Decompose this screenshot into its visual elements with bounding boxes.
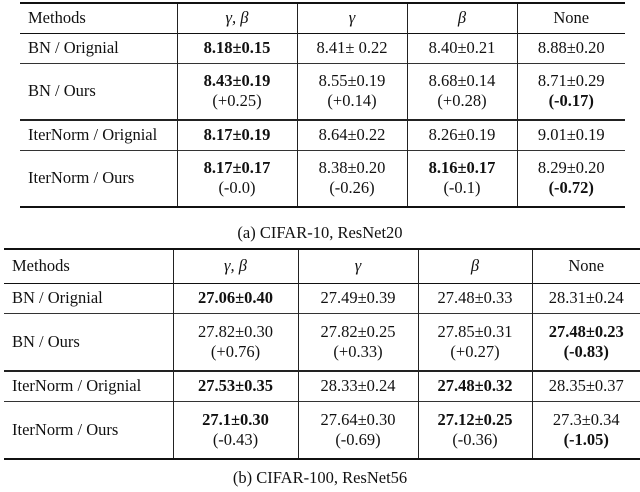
value-cell	[297, 120, 407, 150]
delta-text: (+0.27)	[450, 341, 500, 361]
value-text: 27.82±0.30	[197, 321, 274, 341]
value-text: 8.55±0.19	[318, 71, 386, 91]
value-cell	[298, 401, 418, 459]
column-header: β	[418, 249, 532, 283]
value-cell	[517, 120, 625, 150]
table-row	[4, 371, 640, 401]
value-cell	[517, 150, 625, 207]
results-table-cifar10	[20, 2, 625, 208]
value-text: 8.68±0.14	[428, 71, 496, 91]
method-cell: IterNorm / Orignial	[28, 125, 158, 145]
value-cell	[173, 283, 298, 313]
method-cell: IterNorm / Ours	[28, 168, 135, 188]
value-text: 28.35±0.37	[548, 376, 624, 396]
value-cell	[298, 283, 418, 313]
value-cell	[177, 63, 297, 120]
value-cell	[407, 33, 517, 63]
table-row	[20, 63, 625, 120]
value-text: 8.18±0.15	[203, 38, 271, 57]
delta-text: (-0.69)	[335, 429, 381, 449]
delta-text: (+0.28)	[437, 91, 487, 111]
value-cell	[297, 63, 407, 120]
value-cell	[532, 401, 640, 459]
table-row	[4, 313, 640, 371]
results-table-cifar100	[4, 248, 640, 460]
value-text: 27.3±0.34	[552, 409, 620, 429]
delta-text: (-0.1)	[443, 178, 481, 198]
value-text: 27.53±0.35	[197, 376, 274, 396]
value-text: 8.64±0.22	[318, 125, 386, 145]
value-text: 8.16±0.17	[428, 158, 496, 178]
method-cell: IterNorm / Ours	[12, 419, 119, 439]
value-cell	[173, 313, 298, 371]
method-cell: BN / Ours	[12, 331, 80, 351]
table-caption-cifar100: (b) CIFAR-100, ResNet56	[232, 468, 408, 487]
column-header: γ	[298, 249, 418, 283]
value-cell	[532, 283, 640, 313]
value-cell	[517, 33, 625, 63]
value-cell	[173, 401, 298, 459]
value-text: 27.06±0.40	[197, 288, 274, 307]
column-header: γ, β	[173, 249, 298, 283]
column-header: γ	[297, 3, 407, 33]
method-cell: BN / Orignial	[12, 288, 103, 307]
value-text: 27.48±0.23	[548, 321, 624, 341]
value-text: 27.64±0.30	[320, 409, 396, 429]
delta-text: (+0.33)	[333, 341, 383, 361]
value-text: 27.85±0.31	[437, 321, 513, 341]
table-row	[4, 401, 640, 459]
table-row	[20, 120, 625, 150]
value-cell	[532, 313, 640, 371]
column-header: γ, β	[177, 3, 297, 33]
value-cell	[297, 150, 407, 207]
delta-text: (-0.0)	[218, 178, 256, 198]
value-text: 27.49±0.39	[320, 288, 396, 307]
delta-text: (-0.43)	[212, 429, 259, 449]
value-text: 8.17±0.17	[203, 158, 271, 178]
delta-text: (-1.05)	[563, 429, 609, 449]
value-cell	[298, 313, 418, 371]
table-caption-cifar10: (a) CIFAR-10, ResNet20	[237, 223, 403, 242]
value-text: 8.17±0.19	[203, 125, 271, 145]
header-row	[4, 249, 640, 283]
value-cell	[418, 283, 532, 313]
value-cell	[532, 371, 640, 401]
value-cell	[297, 33, 407, 63]
column-header: Methods	[28, 8, 86, 28]
value-cell	[177, 150, 297, 207]
value-text: 8.71±0.29	[537, 71, 605, 91]
value-cell	[407, 150, 517, 207]
delta-text: (-0.83)	[563, 341, 609, 361]
table-row	[20, 33, 625, 63]
value-text: 8.40±0.21	[428, 38, 496, 57]
value-cell	[418, 371, 532, 401]
method-cell: BN / Orignial	[28, 38, 119, 57]
value-cell	[173, 371, 298, 401]
delta-text: (+0.76)	[210, 341, 261, 361]
column-header: None	[517, 3, 625, 33]
column-header: β	[407, 3, 517, 33]
value-text: 8.38±0.20	[318, 158, 386, 178]
column-header: Methods	[12, 256, 70, 276]
value-text: 28.31±0.24	[548, 288, 624, 307]
table-row	[20, 150, 625, 207]
value-text: 8.43±0.19	[203, 71, 271, 91]
delta-text: (-0.17)	[548, 91, 594, 111]
header-row	[20, 3, 625, 33]
value-text: 8.41± 0.22	[316, 38, 388, 57]
method-cell: IterNorm / Orignial	[12, 376, 142, 396]
value-text: 8.26±0.19	[428, 125, 496, 145]
value-cell	[517, 63, 625, 120]
delta-text: (-0.72)	[548, 178, 594, 198]
value-cell	[407, 63, 517, 120]
value-text: 27.12±0.25	[437, 409, 513, 429]
value-text: 8.88±0.20	[537, 38, 605, 57]
value-cell	[298, 371, 418, 401]
delta-text: (-0.26)	[329, 178, 375, 198]
value-text: 27.82±0.25	[320, 321, 396, 341]
delta-text: (-0.36)	[452, 429, 498, 449]
method-cell: BN / Ours	[28, 81, 96, 101]
value-text: 27.48±0.33	[437, 288, 513, 307]
value-cell	[418, 401, 532, 459]
value-text: 8.29±0.20	[537, 158, 605, 178]
column-header: None	[532, 249, 640, 283]
value-cell	[177, 33, 297, 63]
value-cell	[177, 120, 297, 150]
value-cell	[407, 120, 517, 150]
value-cell	[418, 313, 532, 371]
value-text: 27.48±0.32	[437, 376, 513, 396]
value-text: 27.1±0.30	[202, 409, 269, 429]
value-text: 9.01±0.19	[537, 125, 605, 145]
table-row	[4, 283, 640, 313]
delta-text: (+0.25)	[212, 91, 262, 111]
delta-text: (+0.14)	[327, 91, 377, 111]
value-text: 28.33±0.24	[320, 376, 396, 396]
